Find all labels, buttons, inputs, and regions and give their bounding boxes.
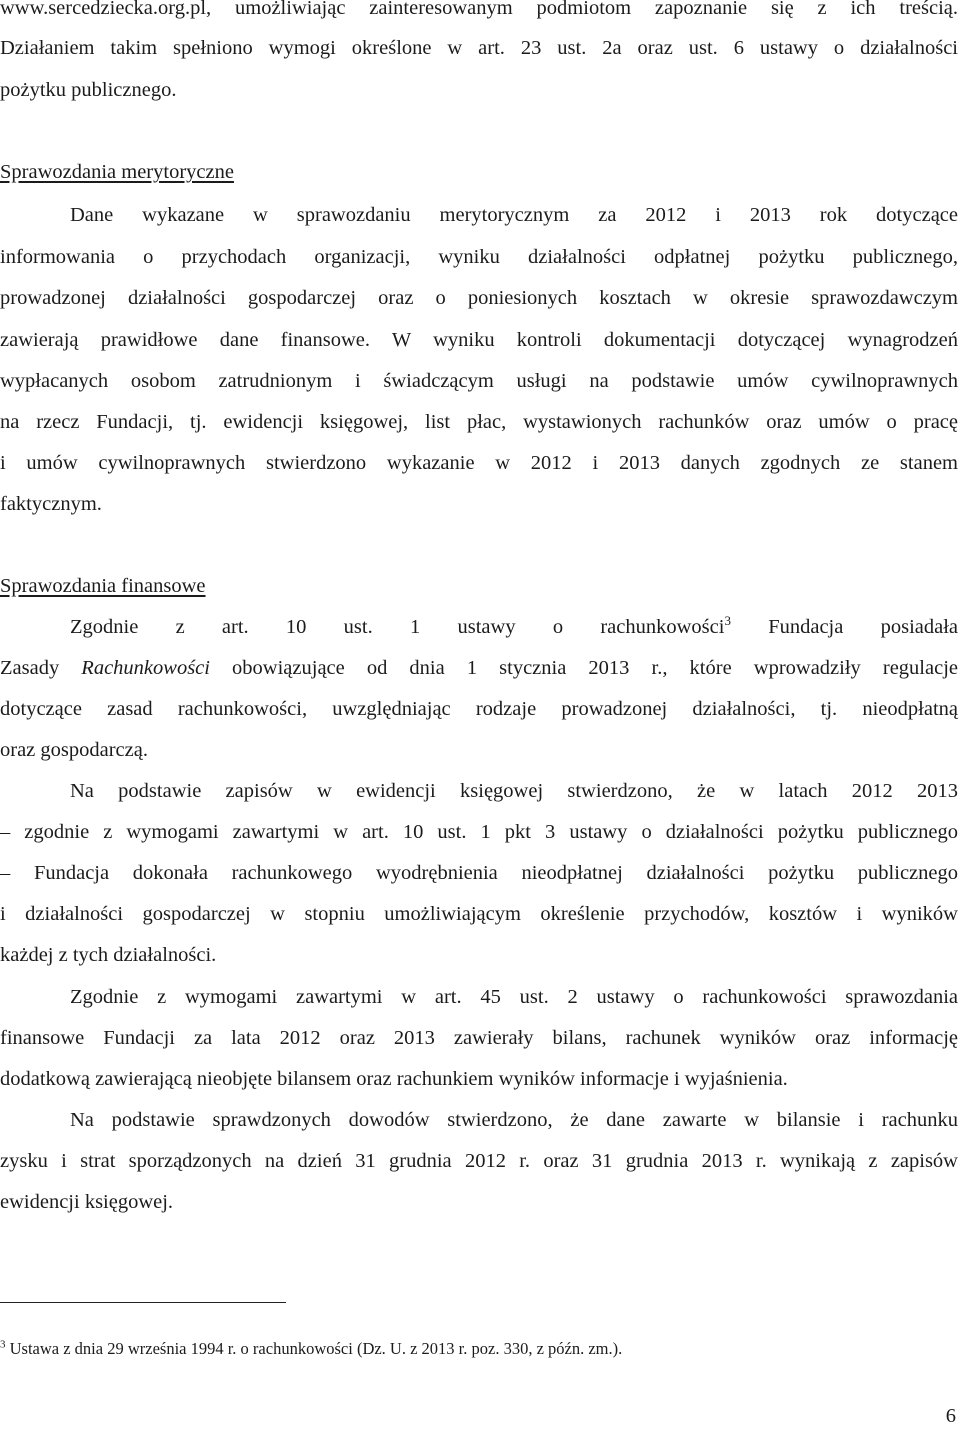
- section-heading-merytoryczne: Sprawozdania merytoryczne: [0, 161, 234, 183]
- paragraph-line: dotyczące zasad rachunkowości, uwzględniając rodzaje prowadzonej działalności, tj. nieodpłatną: [0, 698, 958, 720]
- footnote-text: Ustawa z dnia 29 września 1994 r. o rachunkowości (Dz. U. z 2013 r. poz. 330, z późn. zm.).: [5, 1339, 623, 1358]
- paragraph-line: prowadzonej działalności gospodarczej oraz o poniesionych kosztach w okresie sprawozdawczym: [0, 287, 958, 309]
- text-run: obowiązujące od dnia 1 stycznia 2013 r., które wprowadziły regulacje: [209, 657, 958, 679]
- intro-line-1: www.sercedziecka.org.pl, umożliwiając zainteresowanym podmiotom zapoznanie się z ich treścią.: [0, 0, 958, 19]
- paragraph-line: zysku i strat sporządzonych na dzień 31 grudnia 2012 r. oraz 31 grudnia 2013 r. wynikają z zapisów: [0, 1150, 958, 1172]
- page-number: 6: [945, 1405, 956, 1427]
- footnote-separator: [0, 1302, 286, 1303]
- paragraph-line-with-italic: [0, 654, 958, 682]
- section-heading-finansowe: Sprawozdania finansowe: [0, 575, 206, 597]
- paragraph-line: i działalności gospodarczej w stopniu umożliwiającym określenie przychodów, kosztów i wyników: [0, 903, 958, 925]
- paragraph-line: Na podstawie sprawdzonych dowodów stwierdzono, że dane zawarte w bilansie i rachunku: [70, 1109, 958, 1131]
- paragraph-line: i umów cywilnoprawnych stwierdzono wykazanie w 2012 i 2013 danych zgodnych ze stanem: [0, 452, 958, 474]
- text-run: Zgodnie z art. 10 ust. 1 ustawy o rachunkowości: [70, 616, 725, 638]
- paragraph-line: – Fundacja dokonała rachunkowego wyodrębnienia nieodpłatnej działalności pożytku publicznego: [0, 862, 958, 884]
- paragraph-line: Na podstawie zapisów w ewidencji księgowej stwierdzono, że w latach 2012 2013: [70, 780, 958, 802]
- footnote-reference: 3: [724, 613, 731, 629]
- italic-text-run: Rachunkowości: [81, 657, 210, 679]
- footnote-marker: 3: [0, 1338, 6, 1351]
- paragraph-line: Dane wykazane w sprawozdaniu merytorycznym za 2012 i 2013 rok dotyczące: [70, 204, 958, 226]
- paragraph-line: ewidencji księgowej.: [0, 1191, 174, 1213]
- text-run: Fundacja posiadała: [730, 616, 959, 638]
- paragraph-line: na rzecz Fundacji, tj. ewidencji księgowej, list płac, wystawionych rachunków oraz umów o pracę: [0, 411, 958, 433]
- paragraph-line: – zgodnie z wymogami zawartymi w art. 10 ust. 1 pkt 3 ustawy o działalności pożytku publicznego: [0, 821, 958, 843]
- intro-line-3: pożytku publicznego.: [0, 79, 177, 101]
- paragraph-line: finansowe Fundacji za lata 2012 oraz 2013 zawierały bilans, rachunek wyników oraz informację: [0, 1027, 958, 1049]
- paragraph-line: Zgodnie z wymogami zawartymi w art. 45 ust. 2 ustawy o rachunkowości sprawozdania: [70, 986, 958, 1008]
- text-run: Zasady: [0, 657, 82, 679]
- paragraph-line: oraz gospodarczą.: [0, 739, 148, 761]
- paragraph-line: każdej z tych działalności.: [0, 944, 217, 966]
- intro-line-2: Działaniem takim spełniono wymogi określone w art. 23 ust. 2a oraz ust. 6 ustawy o działalności: [0, 37, 958, 59]
- paragraph-line: dodatkową zawierającą nieobjęte bilansem oraz rachunkiem wyników informacje i wyjaśnienia.: [0, 1068, 788, 1090]
- paragraph-line: informowania o przychodach organizacji, wyniku działalności odpłatnej pożytku publicznego,: [0, 246, 958, 268]
- paragraph-line: faktycznym.: [0, 493, 102, 515]
- paragraph-line: wypłacanych osobom zatrudnionym i świadczącym usługi na podstawie umów cywilnoprawnych: [0, 370, 958, 392]
- footnote: [0, 1338, 622, 1360]
- paragraph-line: zawierają prawidłowe dane finansowe. W wyniku kontroli dokumentacji dotyczącej wynagrodzeń: [0, 329, 958, 351]
- paragraph-line-with-footnote-ref: [70, 613, 958, 641]
